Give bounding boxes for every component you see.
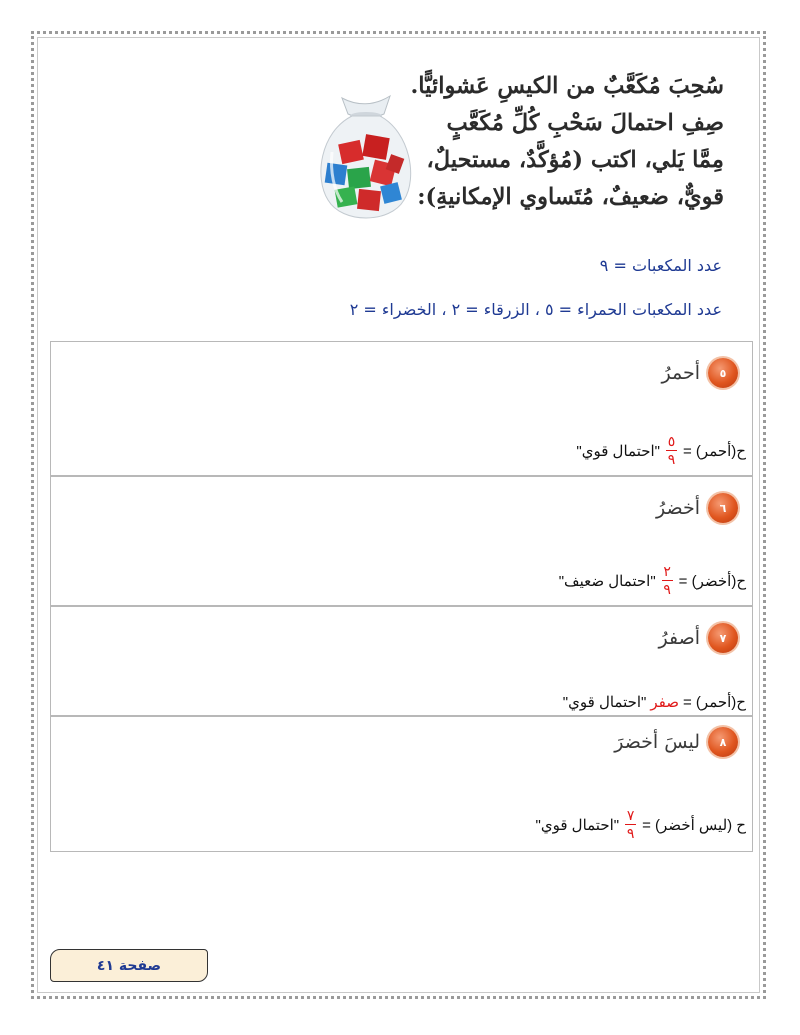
question-box xyxy=(50,341,753,476)
fraction-numerator: ٧ xyxy=(626,807,635,823)
question-header xyxy=(656,493,738,523)
fraction-numerator: ٢ xyxy=(663,563,671,579)
question-number-badge: ٦ xyxy=(708,493,738,523)
answer-description: "احتمال ضعيف" xyxy=(558,572,656,590)
question-label: أحمرُ xyxy=(661,362,700,384)
total-cubes-text: عدد المكعبات = ٩ xyxy=(599,256,722,275)
answer-fraction xyxy=(666,434,677,467)
page-number-tag: صفحة ٤١ xyxy=(50,949,208,982)
prompt-line: صِفِ احتمالَ سَحْبِ كُلِّ مُكَعَّبٍ xyxy=(446,110,724,136)
question-number-badge: ٨ xyxy=(708,727,738,757)
answer-line xyxy=(563,693,746,711)
answer-prefix: ح (ليس أخضر) = xyxy=(642,816,746,834)
question-label: أصفرُ xyxy=(658,627,700,649)
cube-counts-text: عدد المكعبات الحمراء = ٥ ، الزرقاء = ٢ ، الخضراء = ٢ xyxy=(349,300,722,319)
question-header xyxy=(658,623,738,653)
question-box xyxy=(50,606,753,716)
answer-description: "احتمال قوي" xyxy=(562,694,647,711)
question-header xyxy=(662,358,739,388)
answer-fraction xyxy=(662,564,673,597)
prompt-line: سُحِبَ مُكَعَّبٌ من الكيسِ عَشوائيًّا. xyxy=(410,73,724,99)
answer-prefix: ح(أحمر) = xyxy=(683,694,746,711)
answer-description: "احتمال قوي" xyxy=(576,442,660,460)
question-label: ليسَ أخضرَ xyxy=(614,731,700,753)
question-box xyxy=(50,476,753,606)
answer-value: صفر xyxy=(650,694,679,711)
prompt-line: قويٌّ، ضعيفٌ، مُتَساوي الإمكانيةِ): xyxy=(417,184,724,210)
question-number-badge: ٥ xyxy=(708,358,738,388)
fraction-denominator: ٩ xyxy=(667,451,676,467)
fraction-denominator: ٩ xyxy=(663,581,671,597)
question-label: أخضرُ xyxy=(656,497,700,519)
answer-prefix: ح(أخضر) = xyxy=(678,572,746,590)
bag-of-cubes-illustration xyxy=(312,92,418,227)
question-header xyxy=(614,727,738,757)
prompt-line: مِمَّا يَلي، اكتب (مُؤكَّدٌ، مستحيلٌ، xyxy=(426,147,724,173)
answer-line xyxy=(576,434,746,467)
answer-fraction xyxy=(625,808,636,841)
question-number-badge: ٧ xyxy=(708,623,738,653)
answer-line xyxy=(536,808,746,841)
question-box xyxy=(50,716,753,852)
fraction-denominator: ٩ xyxy=(626,825,635,841)
answer-description: "احتمال قوي" xyxy=(535,816,620,834)
answer-prefix: ح(أحمر) = xyxy=(683,442,746,460)
answer-line xyxy=(559,564,746,597)
fraction-numerator: ٥ xyxy=(667,433,676,449)
